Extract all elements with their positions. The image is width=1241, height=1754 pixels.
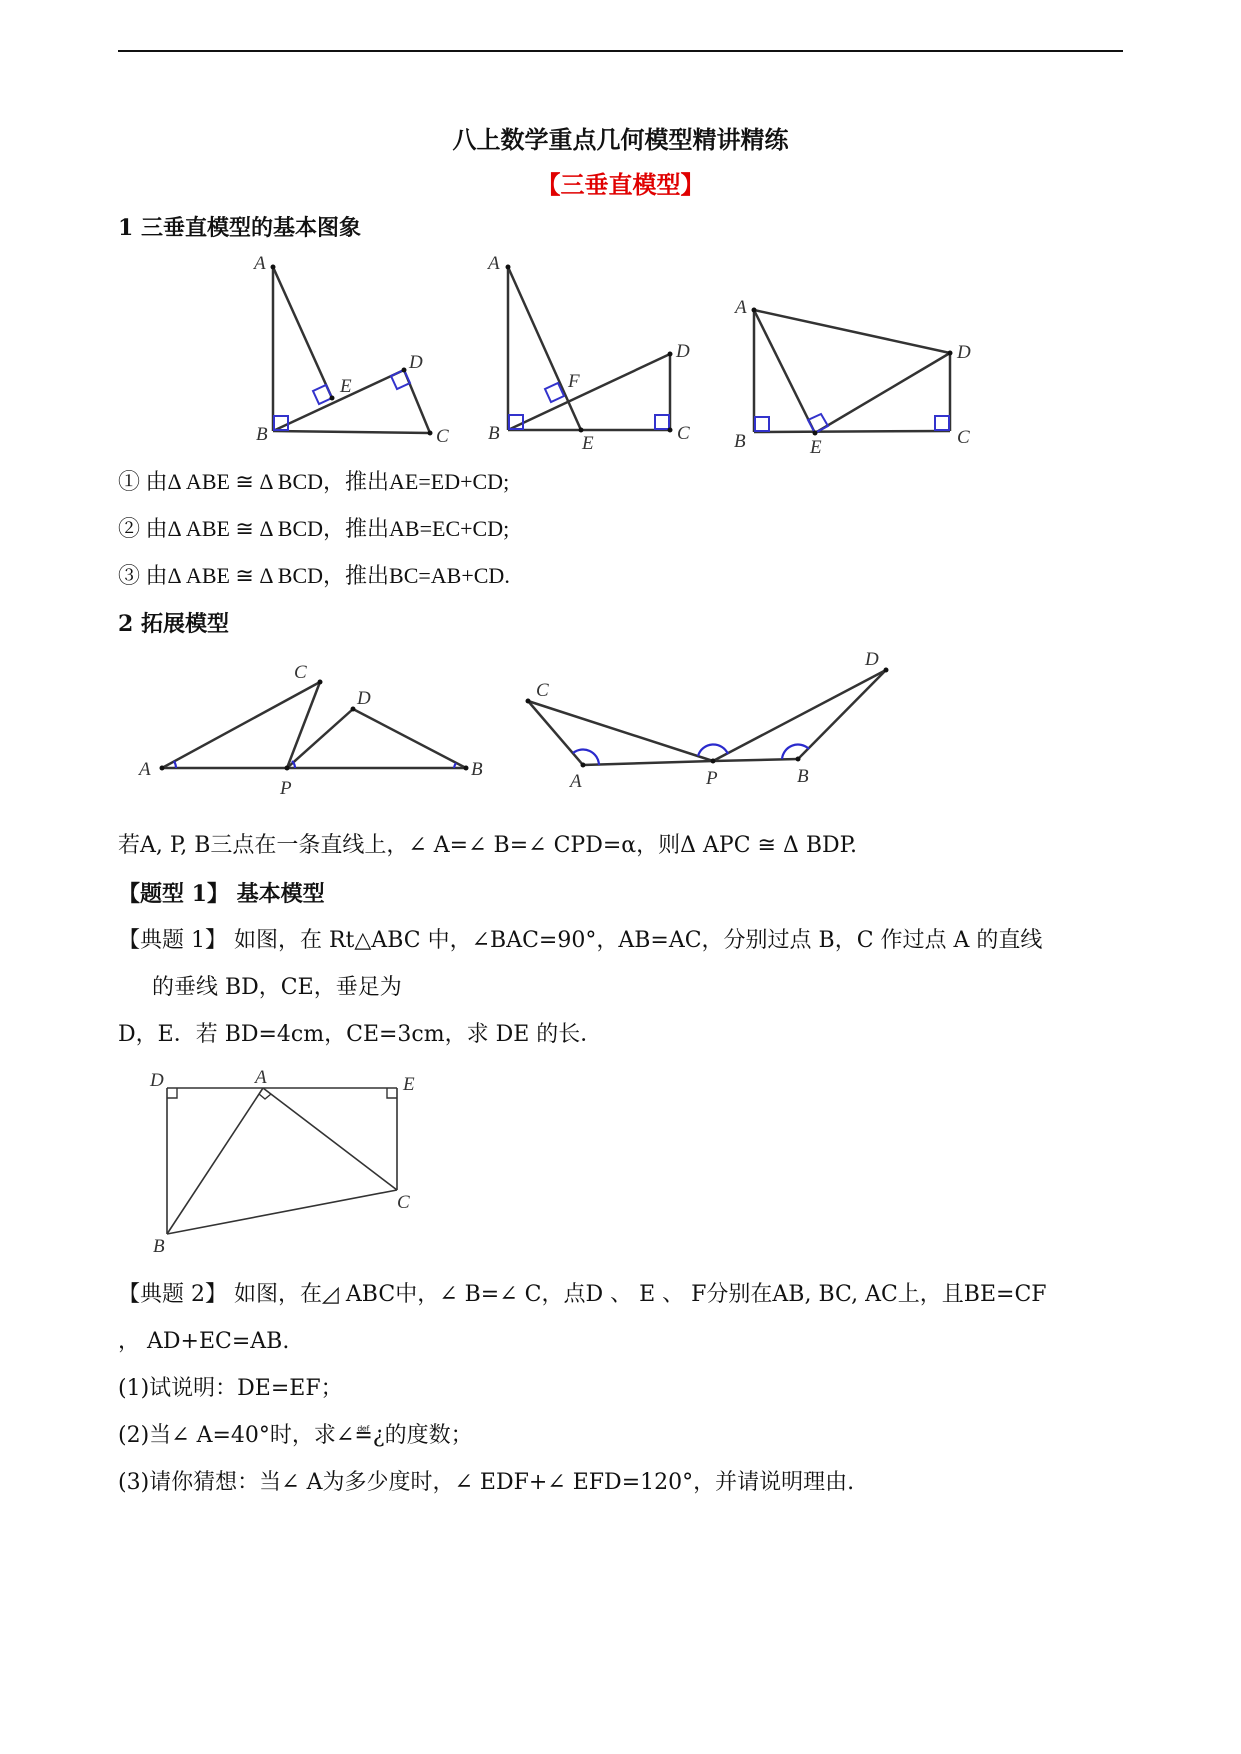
example2-question-1: (1)试说明：DE=EF； xyxy=(118,1376,343,1401)
label-A: A xyxy=(735,297,747,318)
example1-line3: D，E．若 BD=4cm，CE=3cm，求 DE 的长． xyxy=(118,1022,603,1047)
label-D: D xyxy=(409,352,423,373)
type1-heading: 【题型 1】 基本模型 xyxy=(118,881,325,907)
label-B: B xyxy=(256,424,268,445)
label-E: E xyxy=(582,433,594,454)
label-B: B xyxy=(471,759,483,780)
label-E: E xyxy=(810,437,822,458)
label-C: C xyxy=(294,662,307,683)
label-A: A xyxy=(255,1067,267,1088)
figure-basic-2 xyxy=(478,250,698,454)
label-D: D xyxy=(865,649,879,670)
figure-basic-1 xyxy=(240,250,460,450)
figure-extended-2 xyxy=(520,650,920,800)
label-B: B xyxy=(734,431,746,452)
label-F: F xyxy=(568,371,580,392)
example2-line2: ， AD+EC=AB. xyxy=(118,1329,290,1354)
section1-heading: 1 三垂直模型的基本图象 xyxy=(118,215,361,241)
example1-line2: 的垂线 BD，CE，垂足为 xyxy=(152,975,402,1000)
label-A: A xyxy=(139,759,151,780)
label-P: P xyxy=(280,778,292,799)
top-rule xyxy=(118,50,1123,52)
page-title: 八上数学重点几何模型精讲精练 xyxy=(452,125,789,154)
label-C: C xyxy=(397,1192,410,1213)
label-B: B xyxy=(153,1236,165,1257)
label-B: B xyxy=(797,766,809,787)
label-B: B xyxy=(488,423,500,444)
label-E: E xyxy=(403,1074,415,1095)
label-C: C xyxy=(436,426,449,447)
label-A: A xyxy=(488,253,500,274)
extended-statement: 若A, P, B三点在一条直线上，∠ A=∠ B=∠ CPD=α，则Δ APC ≅ Δ BDP. xyxy=(118,833,857,858)
section2-heading: 2 拓展模型 xyxy=(118,611,229,637)
figure-extended-1 xyxy=(130,660,500,800)
example1-line1: 【典题 1】 如图，在 Rt△ABC 中，∠BAC=90°，AB=AC，分别过点 B，C 作过点 A 的直线 xyxy=(118,928,1043,953)
figure-basic-3 xyxy=(728,250,988,458)
label-C: C xyxy=(677,423,690,444)
label-P: P xyxy=(706,768,718,789)
label-D: D xyxy=(676,341,690,362)
label-C: C xyxy=(957,427,970,448)
label-D: D xyxy=(150,1070,164,1091)
model-item-3: ③ 由Δ ABE ≅ Δ BCD，推出BC=AB+CD. xyxy=(118,563,510,588)
label-C: C xyxy=(536,680,549,701)
example2-line1: 【典题 2】 如图，在◿ ABC中，∠ B=∠ C，点D 、 E 、 F分别在AB, BC, AC上，且BE=CF xyxy=(118,1282,1047,1307)
model-item-1: ① 由Δ ABE ≅ Δ BCD，推出AE=ED+CD; xyxy=(118,469,510,494)
label-D: D xyxy=(957,342,971,363)
example2-question-2: (2)当∠ A=40°时，求∠≝¿的度数； xyxy=(118,1423,473,1448)
label-D: D xyxy=(357,688,371,709)
model-item-2: ② 由Δ ABE ≅ Δ BCD，推出AB=EC+CD; xyxy=(118,516,510,541)
label-A: A xyxy=(570,771,582,792)
page-subtitle: 【三垂直模型】 xyxy=(536,170,705,199)
label-A: A xyxy=(254,253,266,274)
figure-example1 xyxy=(145,1067,435,1260)
example2-question-3: (3)请你猜想：当∠ A为多少度时，∠ EDF+∠ EFD=120°，并请说明理由. xyxy=(118,1470,855,1495)
label-E: E xyxy=(340,376,352,397)
